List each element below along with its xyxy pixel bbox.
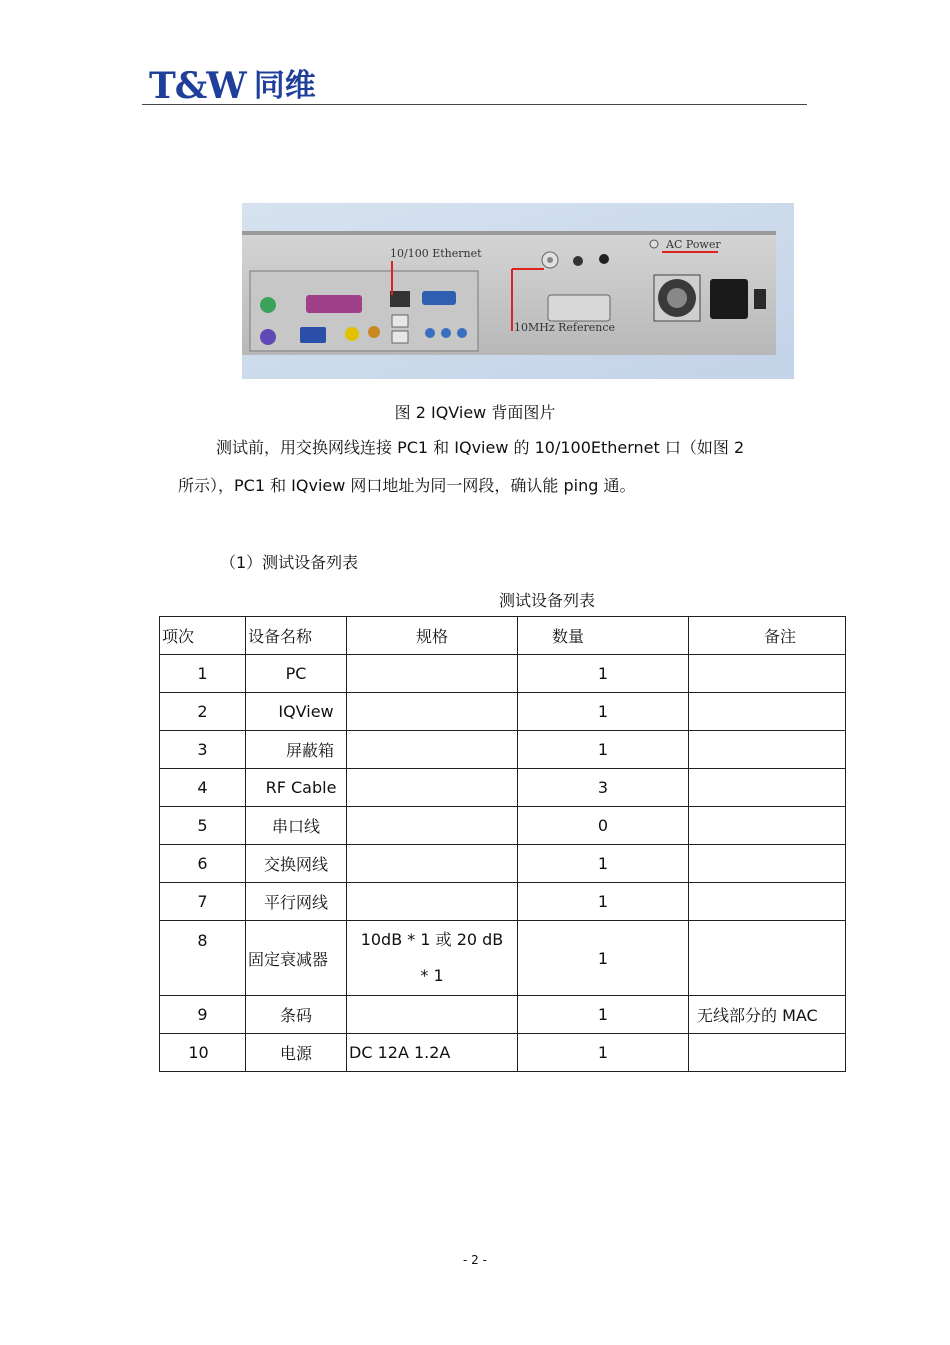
device-name: 平行网线 — [246, 883, 347, 921]
company-logo — [149, 66, 316, 106]
row-number: 4 — [160, 769, 246, 807]
figure-caption: 图 2 IQView 背面图片 — [394, 403, 556, 422]
device-qty: 1 — [518, 921, 689, 996]
device-spec — [347, 769, 518, 807]
device-spec — [347, 845, 518, 883]
device-note — [689, 883, 846, 921]
logo-chinese: 同维 — [253, 68, 316, 104]
ac-power-label: AC Power — [666, 238, 721, 251]
device-spec-line-2: * 1 — [420, 966, 444, 985]
device-name: 固定衰减器 — [246, 921, 347, 996]
device-spec-line-1: 10dB * 1 或 20 dB — [360, 930, 504, 949]
device-note — [689, 655, 846, 693]
row-number: 10 — [160, 1034, 246, 1072]
device-name: RF Cable — [246, 769, 347, 807]
section-heading: （1）测试设备列表 — [220, 553, 359, 572]
row-number: 2 — [160, 693, 246, 731]
row-number: 5 — [160, 807, 246, 845]
table-header-row — [160, 617, 846, 655]
device-note — [689, 1034, 846, 1072]
device-qty: 0 — [518, 807, 689, 845]
device-note — [689, 845, 846, 883]
ethernet-label: 10/100 Ethernet — [390, 247, 482, 260]
device-name: 条码 — [246, 996, 347, 1034]
device-note — [689, 921, 846, 996]
device-spec — [347, 921, 518, 996]
device-spec — [347, 693, 518, 731]
device-spec — [347, 807, 518, 845]
row-number: 9 — [160, 996, 246, 1034]
device-note: 无线部分的 MAC — [689, 996, 846, 1034]
header-cell: 规格 — [347, 617, 518, 655]
row-number: 6 — [160, 845, 246, 883]
device-name: PC — [246, 655, 347, 693]
header-cell: 设备名称 — [246, 617, 347, 655]
table-row — [160, 1034, 846, 1072]
table-row — [160, 655, 846, 693]
device-spec — [347, 996, 518, 1034]
header-cell: 备注 — [689, 617, 846, 655]
device-qty: 1 — [518, 693, 689, 731]
table-row — [160, 996, 846, 1034]
device-note — [689, 807, 846, 845]
table-row — [160, 693, 846, 731]
device-name: IQView — [246, 693, 347, 731]
table-row — [160, 845, 846, 883]
row-number: 3 — [160, 731, 246, 769]
table-row — [160, 883, 846, 921]
table-row — [160, 769, 846, 807]
logo-latin: T&W — [149, 65, 246, 107]
device-note — [689, 769, 846, 807]
paragraph-line-1: 测试前，用交换网线连接 PC1 和 IQview 的 10/100Ethernet 口（如图 2 — [216, 438, 745, 457]
header-cell: 数量 — [518, 617, 689, 655]
device-qty: 1 — [518, 845, 689, 883]
table-caption: 测试设备列表 — [498, 591, 595, 610]
device-spec: DC 12A 1.2A — [347, 1034, 518, 1072]
table-row — [160, 921, 846, 996]
header-cell: 项次 — [160, 617, 246, 655]
device-name: 屏蔽箱 — [246, 731, 347, 769]
device-qty: 1 — [518, 883, 689, 921]
equipment-table — [159, 616, 846, 1072]
device-note — [689, 731, 846, 769]
iqview-rear-panel-photo — [242, 203, 794, 379]
reference-label: 10MHz Reference — [514, 321, 616, 334]
device-qty: 1 — [518, 655, 689, 693]
device-qty: 1 — [518, 731, 689, 769]
device-qty: 1 — [518, 996, 689, 1034]
page-number: - 2 - — [463, 1253, 487, 1267]
header-rule — [142, 104, 807, 105]
device-spec — [347, 731, 518, 769]
device-name: 电源 — [246, 1034, 347, 1072]
device-note — [689, 693, 846, 731]
table-row — [160, 807, 846, 845]
device-name: 交换网线 — [246, 845, 347, 883]
row-number: 7 — [160, 883, 246, 921]
paragraph-line-2: 所示），PC1 和 IQview 网口地址为同一网段，确认能 ping 通。 — [178, 476, 636, 495]
device-qty: 1 — [518, 1034, 689, 1072]
row-number: 1 — [160, 655, 246, 693]
device-qty: 3 — [518, 769, 689, 807]
table-row — [160, 731, 846, 769]
row-number: 8 — [160, 921, 246, 996]
device-spec — [347, 655, 518, 693]
device-spec — [347, 883, 518, 921]
device-name: 串口线 — [246, 807, 347, 845]
